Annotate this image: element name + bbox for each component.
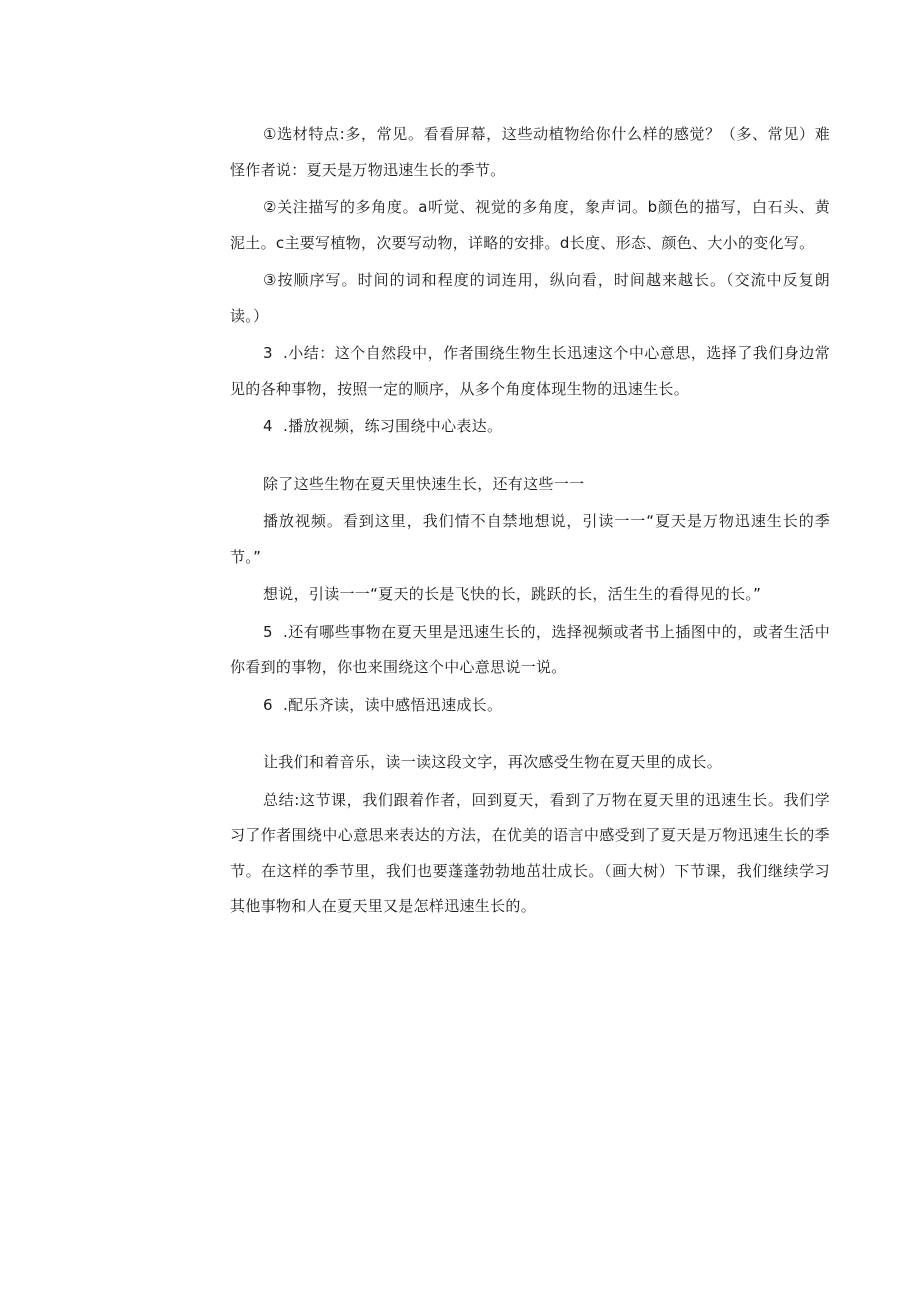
paragraph-10 bbox=[230, 688, 830, 724]
paragraph-text: 让我们和着音乐，读一读这段文字，再次感受生物在夏天里的成长。 bbox=[263, 753, 723, 771]
paragraph-3 bbox=[230, 263, 830, 334]
paragraph-6 bbox=[230, 467, 830, 503]
paragraph-text: .播放视频，练习围绕中心表达。 bbox=[283, 417, 503, 435]
paragraph-4 bbox=[230, 336, 830, 407]
paragraph-11 bbox=[230, 745, 830, 781]
paragraph-text: 总结:这节课，我们跟着作者，回到夏天，看到了万物在夏天里的迅速生长。我们学习了作者围绕中心意思来表达的方法，在优美的语言中感受到了夏天是万物迅速生长的季节。在这样的季节里，我们也要蓬蓬勃勃地茁壮成长。（画大树）下节课，我们继续学习其他事物和人在夏天里又是怎样迅速生长的。 bbox=[230, 790, 830, 915]
list-number: 3 bbox=[263, 344, 273, 362]
paragraph-1 bbox=[230, 117, 830, 188]
paragraph-2 bbox=[230, 190, 830, 261]
paragraph-12 bbox=[230, 783, 830, 925]
paragraph-text: .还有哪些事物在夏天里是迅速生长的，选择视频或者书上插图中的，或者生活中你看到的事物，你也来围绕这个中心意思说一说。 bbox=[230, 622, 830, 676]
paragraph-text: ③按顺序写。时间的词和程度的词连用，纵向看，时间越来越长。（交流中反复朗读。） bbox=[230, 271, 830, 325]
list-number: 5 bbox=[263, 622, 273, 641]
paragraph-5 bbox=[230, 409, 830, 445]
paragraph-text: .小结：这个自然段中，作者围绕生物生长迅速这个中心意思，选择了我们身边常见的各种事物，按照一定的顺序，从多个角度体现生物的迅速生长。 bbox=[230, 344, 830, 398]
paragraph-text: 想说，引读一一“夏天的长是飞快的长，跳跃的长，活生生的看得见的长。” bbox=[263, 585, 762, 603]
paragraph-text: .配乐齐读，读中感悟迅速成长。 bbox=[283, 695, 503, 714]
list-number: 6 bbox=[263, 695, 273, 714]
paragraph-9 bbox=[230, 615, 830, 686]
paragraph-8 bbox=[230, 577, 830, 613]
list-number: 4 bbox=[263, 417, 273, 435]
paragraph-text: ②关注描写的多角度。a听觉、视觉的多角度，象声词。b颜色的描写，白石头、黄泥土。c主要写植物，次要写动物，详略的安排。d长度、形态、颜色、大小的变化写。 bbox=[230, 198, 830, 252]
document-body bbox=[230, 117, 830, 927]
paragraph-7 bbox=[230, 504, 830, 575]
paragraph-text: 播放视频。看到这里，我们情不自禁地想说，引读一一“夏天是万物迅速生长的季节。” bbox=[230, 512, 830, 566]
paragraph-text: 除了这些生物在夏天里快速生长，还有这些一一 bbox=[263, 474, 585, 493]
paragraph-text: ①选材特点:多，常见。看看屏幕，这些动植物给你什么样的感觉？（多、常见）难怪作者说：夏天是万物迅速生长的季节。 bbox=[230, 125, 830, 179]
